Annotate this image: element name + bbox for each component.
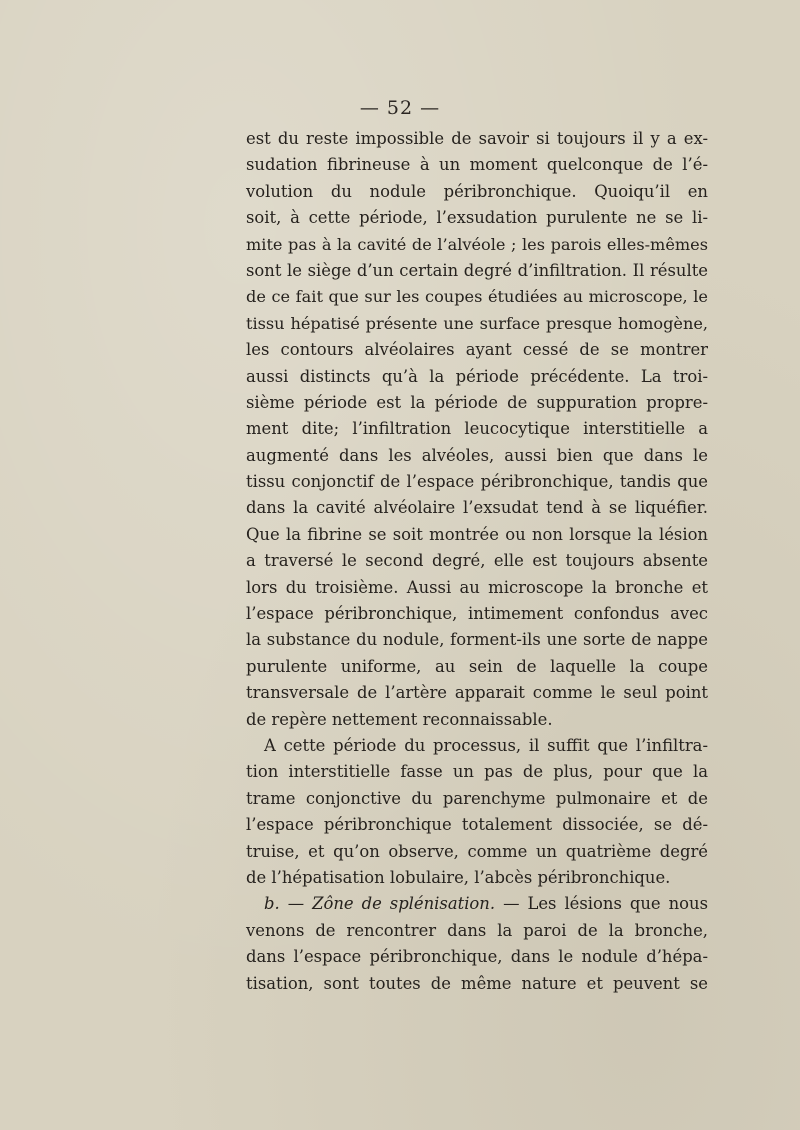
text-line: ment dite; l’infiltration leucocytique interstitielle a	[246, 419, 708, 439]
paragraph-container	[246, 126, 708, 891]
text-line: sudation fibrineuse à un moment quelconque de l’é-	[246, 155, 708, 175]
section-heading-line	[246, 891, 708, 917]
section-title: Zône de splénisation.	[312, 894, 496, 914]
text-line: de ce fait que sur les coupes étudiées au microscope, le	[246, 287, 708, 307]
text-line: transversale de l’artère apparait comme le seul point	[246, 683, 708, 703]
section-text	[246, 918, 708, 997]
text-line: truise, et qu’on observe, comme un quatrième degré	[246, 841, 708, 861]
page-number: — 52 —	[359, 97, 441, 119]
text-line: sième période est la période de suppuration propre-	[246, 392, 708, 412]
text-line: soit, à cette période, l’exsudation purulente ne se li-	[246, 208, 708, 228]
body-text	[246, 126, 708, 997]
text-line: venons de rencontrer dans la paroi de la bronche,	[246, 920, 708, 940]
text-line: dans la cavité alvéolaire l’exsudat tend à se liquéfier.	[246, 498, 708, 518]
section-label: b. —	[264, 894, 305, 914]
text-line: est du reste impossible de savoir si toujours il y a ex-	[246, 129, 708, 148]
text-line: a traversé le second degré, elle est toujours absente	[246, 551, 708, 571]
text-line: augmenté dans les alvéoles, aussi bien que dans le	[246, 445, 708, 465]
text-line: A cette période du processus, il suffit que l’infiltra-	[264, 735, 708, 755]
text-line: tion interstitielle fasse un pas de plus, pour que la	[246, 762, 708, 782]
text-line: mite pas à la cavité de l’alvéole ; les parois elles-mêmes	[246, 234, 708, 254]
text-line: l’espace péribronchique totalement dissociée, se dé-	[246, 815, 708, 835]
text-line: l’espace péribronchique, intimement confondus avec	[246, 604, 708, 624]
text-line: les contours alvéolaires ayant cessé de se montrer	[246, 340, 708, 360]
text-line: lors du troisième. Aussi au microscope la bronche et	[246, 577, 708, 597]
text-line: dans l’espace péribronchique, dans le nodule d’hépa-	[246, 947, 708, 967]
text-line: tisation, sont toutes de même nature et peuvent se	[246, 973, 708, 993]
text-line: Que la fibrine se soit montrée ou non lorsque la lésion	[246, 524, 708, 544]
text-line: sont le siège d’un certain degré d’infiltration. Il résulte	[246, 260, 708, 280]
text-line: volution du nodule péribronchique. Quoiqu’il en	[246, 181, 708, 201]
text-line: aussi distincts qu’à la période précédente. La troi-	[246, 366, 708, 386]
text-line: de repère nettement reconnaissable.	[246, 709, 553, 729]
text-line: de l’hépatisation lobulaire, l’abcès péribronchique.	[246, 867, 671, 887]
text-line: la substance du nodule, forment-ils une sorte de nappe	[246, 630, 708, 650]
text-line: purulente uniforme, au sein de laquelle la coupe	[246, 656, 708, 676]
section-heading-rest: — Les lésions que nous	[503, 894, 708, 914]
text-line: tissu conjonctif de l’espace péribronchique, tandis que	[246, 472, 708, 492]
text-line: trame conjonctive du parenchyme pulmonaire et de	[246, 788, 708, 808]
text-line: tissu hépatisé présente une surface presque homogène,	[246, 313, 708, 333]
